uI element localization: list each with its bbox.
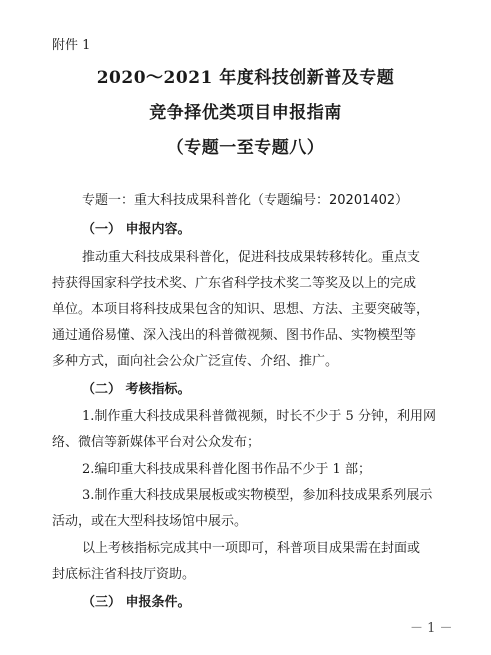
section-2-line: 以上考核指标完成其中一项即可，科普项目成果需在封面或: [82, 541, 421, 556]
attachment-label: 附件 1: [52, 38, 91, 53]
section-2-line: 2.编印重大科技成果科普化图书作品不少于 1 部；: [82, 462, 371, 477]
title-line-1: 2020～2021 年度科技创新普及专题: [96, 68, 395, 88]
page-number: － 1 －: [410, 621, 453, 636]
topic-heading: 专题一：重大科技成果科普化（专题编号：20201402）: [82, 193, 409, 208]
section-1-line: 单位。本项目将科技成果包含的知识、思想、方法、主要突破等，: [52, 302, 430, 317]
section-1-line: 多种方式，面向社会公众广泛宣传、介绍、推广。: [52, 354, 339, 369]
section-2-line: 封底标注省科技厅资助。: [52, 567, 196, 582]
section-2-line: 活动，或在大型科技场馆中展示。: [52, 514, 248, 529]
section-1-heading: （一） 申报内容。: [82, 222, 191, 237]
section-1-line: 通过通俗易懂、深入浅出的科普微视频、图书作品、实物模型等: [52, 328, 417, 343]
title-line-2: 竞争择优类项目申报指南: [149, 103, 342, 123]
section-1-line: 推动重大科技成果科普化，促进科技成果转移转化。重点支: [82, 250, 421, 265]
section-2-line: 3.制作重大科技成果展板或实物模型，参加科技成果系列展示: [82, 488, 433, 503]
section-2-line: 络、微信等新媒体平台对公众发布；: [52, 435, 261, 450]
section-1-line: 持获得国家科学技术奖、广东省科学技术奖二等奖及以上的完成: [52, 276, 417, 291]
section-2-line: 1.制作重大科技成果科普微视频，时长不少于 5 分钟，利用网: [82, 409, 436, 424]
section-3-heading: （三） 申报条件。: [82, 595, 191, 610]
title-line-3: （专题一至专题八）: [166, 138, 325, 158]
section-2-heading: （二） 考核指标。: [82, 382, 191, 397]
